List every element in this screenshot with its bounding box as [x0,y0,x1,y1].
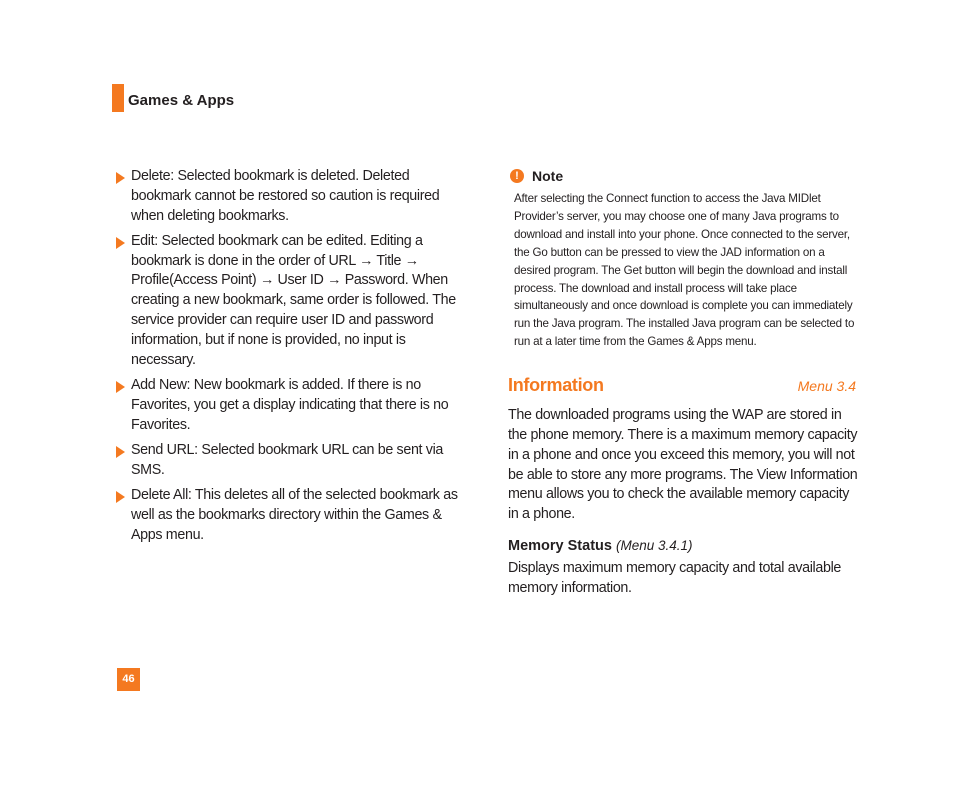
list-item-text: Send URL: Selected bookmark URL can be sent via SMS. [131,441,444,478]
information-heading: Information [508,375,604,396]
bullet-arrow-icon [116,491,125,503]
exclamation-icon: ! [510,169,524,183]
memory-status-heading: Memory Status [508,537,612,554]
memory-status-body: Displays maximum memory capacity and total available memory information. [508,559,842,596]
memory-status-heading-row [508,538,858,554]
note-title: Note [532,168,564,184]
section-title: Games & Apps [128,92,235,109]
memory-status-menu-ref: (Menu 3.4.1) [615,537,693,553]
list-item-text: Add New: New bookmark is added. If there is no Favorites, you get a display indicating that there is no Favorites. [131,376,449,433]
note-body: After selecting the Connect function to access the Java MIDlet Provider’s server, you may choose one of many Java programs to download and install into your phone. Once connected to the server, the Go button can be pressed to view the JAD information on a desired program. The Get button will begin the download and install process. The download and install process will take place simultaneously and once download is complete you can immediately run the Java program. The installed Java program can be selected to run at a later time from the Games & Apps menu. [514,192,855,349]
list-item-delete [114,167,466,226]
bullet-arrow-icon [116,446,125,458]
note-header [508,166,858,186]
list-item-add-new [114,376,466,435]
list-item-send-url [114,441,466,481]
list-item-edit [114,232,466,371]
bullet-arrow-icon [116,172,125,184]
list-item-text: Delete All: This deletes all of the selected bookmark as well as the bookmarks directory within the Games & Apps menu. [131,486,458,543]
list-item-text: Delete: Selected bookmark is deleted. Deleted bookmark cannot be restored so caution is required when deleting bookmarks. [131,168,440,224]
bookmark-options-list [114,167,466,551]
right-column [508,166,858,598]
page-number: 46 [117,668,140,691]
list-item-text: Edit: Selected bookmark can be edited. Editing a bookmark is done in the order of URL → Title → Profile(Access Point) → User ID → Password. When creating a new bookmark, same order is followed. The service provider can require user ID and password information, but if none is provided, no input is necessary. [131,232,456,368]
information-body: The downloaded programs using the WAP are stored in the phone memory. There is a maximum memory capacity in a phone and once you exceed this memory, you will not be able to store any more programs. The View Information menu allows you to check the available memory capacity in a phone. [508,407,858,523]
section-tab-marker [112,84,124,112]
bullet-arrow-icon [116,237,125,249]
information-heading-row [508,375,858,396]
information-menu-ref: Menu 3.4 [797,378,856,395]
list-item-delete-all [114,486,466,545]
bullet-arrow-icon [116,381,125,393]
